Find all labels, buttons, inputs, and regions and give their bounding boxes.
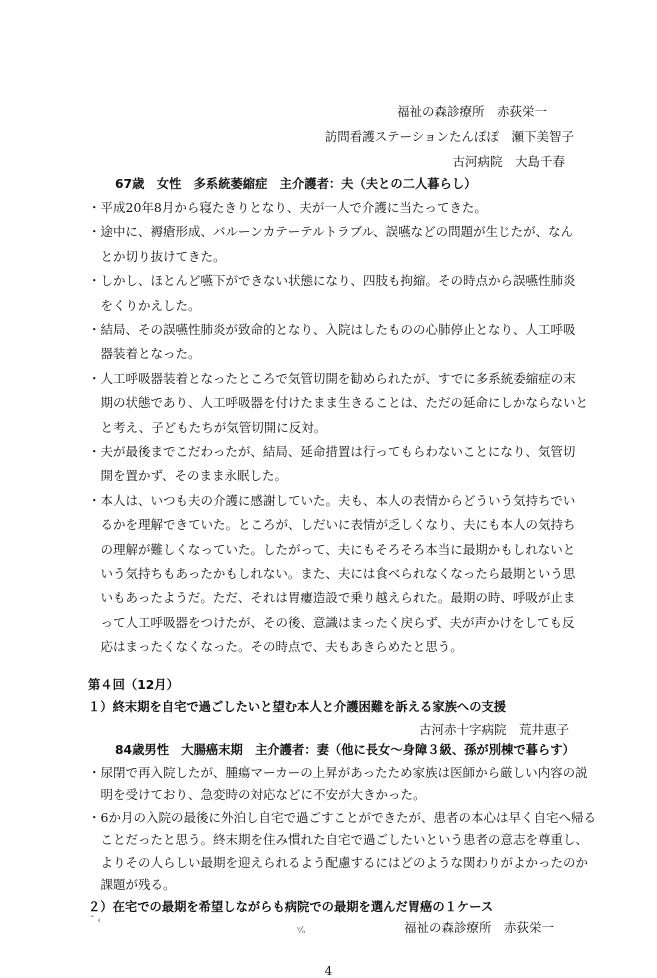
case1-line: ・本人は、いつも夫の介護に感謝していた。夫も、本人の表情からどういう気持ちでい	[88, 492, 576, 508]
case2-line: ・6か月の入院の最後に外泊し自宅で過ごすことができたが、患者の本心は早く自宅へ帰る	[88, 809, 596, 825]
case1-line: いう気持ちもあったかもしれない。また、夫には食べられなくなったら最期という思	[88, 566, 576, 581]
case2-line: ・尿閉で再入院したが、腫瘍マーカーの上昇があったため家族は医師から厳しい内容の説	[88, 764, 588, 780]
case1-line: ・しかし、ほとんど嚥下ができない状態になり、四肢も拘縮。その時点から誤嚥性肺炎	[88, 273, 576, 289]
case1-line: をくりかえした。	[88, 297, 201, 313]
case1-line: 応はまったくなくなった。その時点で、夫もあきらめたと思う。	[88, 639, 463, 655]
case1-line: 開を置かず、そのまま永眠した。	[88, 468, 288, 484]
case1-line: とか切り抜けてきた。	[88, 248, 226, 264]
case1-line: ・人工呼吸器装着となったところで気管切開を勧められたが、すでに多系統委縮症の末	[88, 370, 576, 386]
case1-line: ・平成20年8月から寝たきりとなり、夫が一人で介護に当たってきた。	[88, 200, 487, 215]
scan-speck: ˇ ‹	[90, 915, 101, 926]
page-number: 4	[324, 963, 333, 978]
case1-line: いもあったようだ。ただ、それは胃瘻造設で乗り越えられた。最期の時、呼吸が止ま	[88, 590, 576, 606]
topic1-author: 古河赤十字病院 荒井恵子	[418, 721, 569, 737]
case1-line: ・夫が最後までこだわったが、結局、延命措置は行ってもらわないことになり、気管切	[88, 444, 576, 459]
case1-line: の理解が難しくなっていた。したがって、夫にもそろそろ本当に最期かもしれないと	[88, 541, 576, 557]
author-line-3: 古河病院 大島千春	[452, 154, 565, 169]
case2-line: よりその人らしい最期を迎えられるよう配慮するにはどのような関わりがよかったのか	[88, 854, 589, 870]
case1-line: 器装着となった。	[88, 346, 201, 362]
case2-title: 84歳男性 大腸癌末期 主介護者：妻（他に長女～身障３級、孫が別棟で暮らす）	[115, 742, 575, 757]
case1-title: 67歳 女性 多系統萎縮症 主介護者：夫（夫との二人暮らし）	[115, 177, 477, 191]
case1-line: ・結局、その誤嚥性肺炎が致命的となり、入院はしたものの心肺停止となり、人工呼吸	[88, 322, 576, 337]
session-heading: 第４回（12月）	[88, 677, 179, 692]
topic2-title: ２）在宅での最期を希望しながらも病院での最期を選んだ胃癌の１ケース	[88, 899, 494, 914]
case2-line: 明を受けており、急変時の対応などに不安が大きかった。	[88, 787, 426, 803]
topic2-author: 福祉の森診療所 赤荻栄一	[403, 919, 554, 935]
case2-line: 課題が残る。	[88, 877, 176, 893]
case1-line: ・途中に、褥瘡形成、バルーンカテーテルトラブル、誤嚥などの問題が生じたが、なん	[88, 224, 574, 240]
case2-line: ことだったと思う。終末期を住み慣れた自宅で過ごしたいという患者の意志を尊重し、	[88, 832, 589, 848]
author-line-2: 訪問看護ステーションたんぽぽ 瀬下美智子	[324, 129, 574, 144]
case1-line: るかを理解できていた。ところが、しだいに表情が乏しくなり、夫にも本人の気持ち	[88, 517, 576, 533]
case1-line: って人工呼吸器をつけたが、その後、意識はまったく戻らず、夫が声かけをしても反	[88, 614, 575, 630]
topic1-title: １）終末期を自宅で過ごしたいと望む本人と介護困難を訴える家族への支援	[88, 699, 507, 714]
case1-line: 期の状態であり、人工呼吸器を付けたまま生きることは、ただの延命にしかならないと	[88, 395, 589, 411]
author-line-1: 福祉の森診療所 赤荻栄一	[396, 104, 547, 119]
scan-speck: ᵛ⁄ₒ	[297, 925, 306, 936]
case1-line: と考え、子どもたちが気管切開に反対。	[88, 419, 327, 435]
